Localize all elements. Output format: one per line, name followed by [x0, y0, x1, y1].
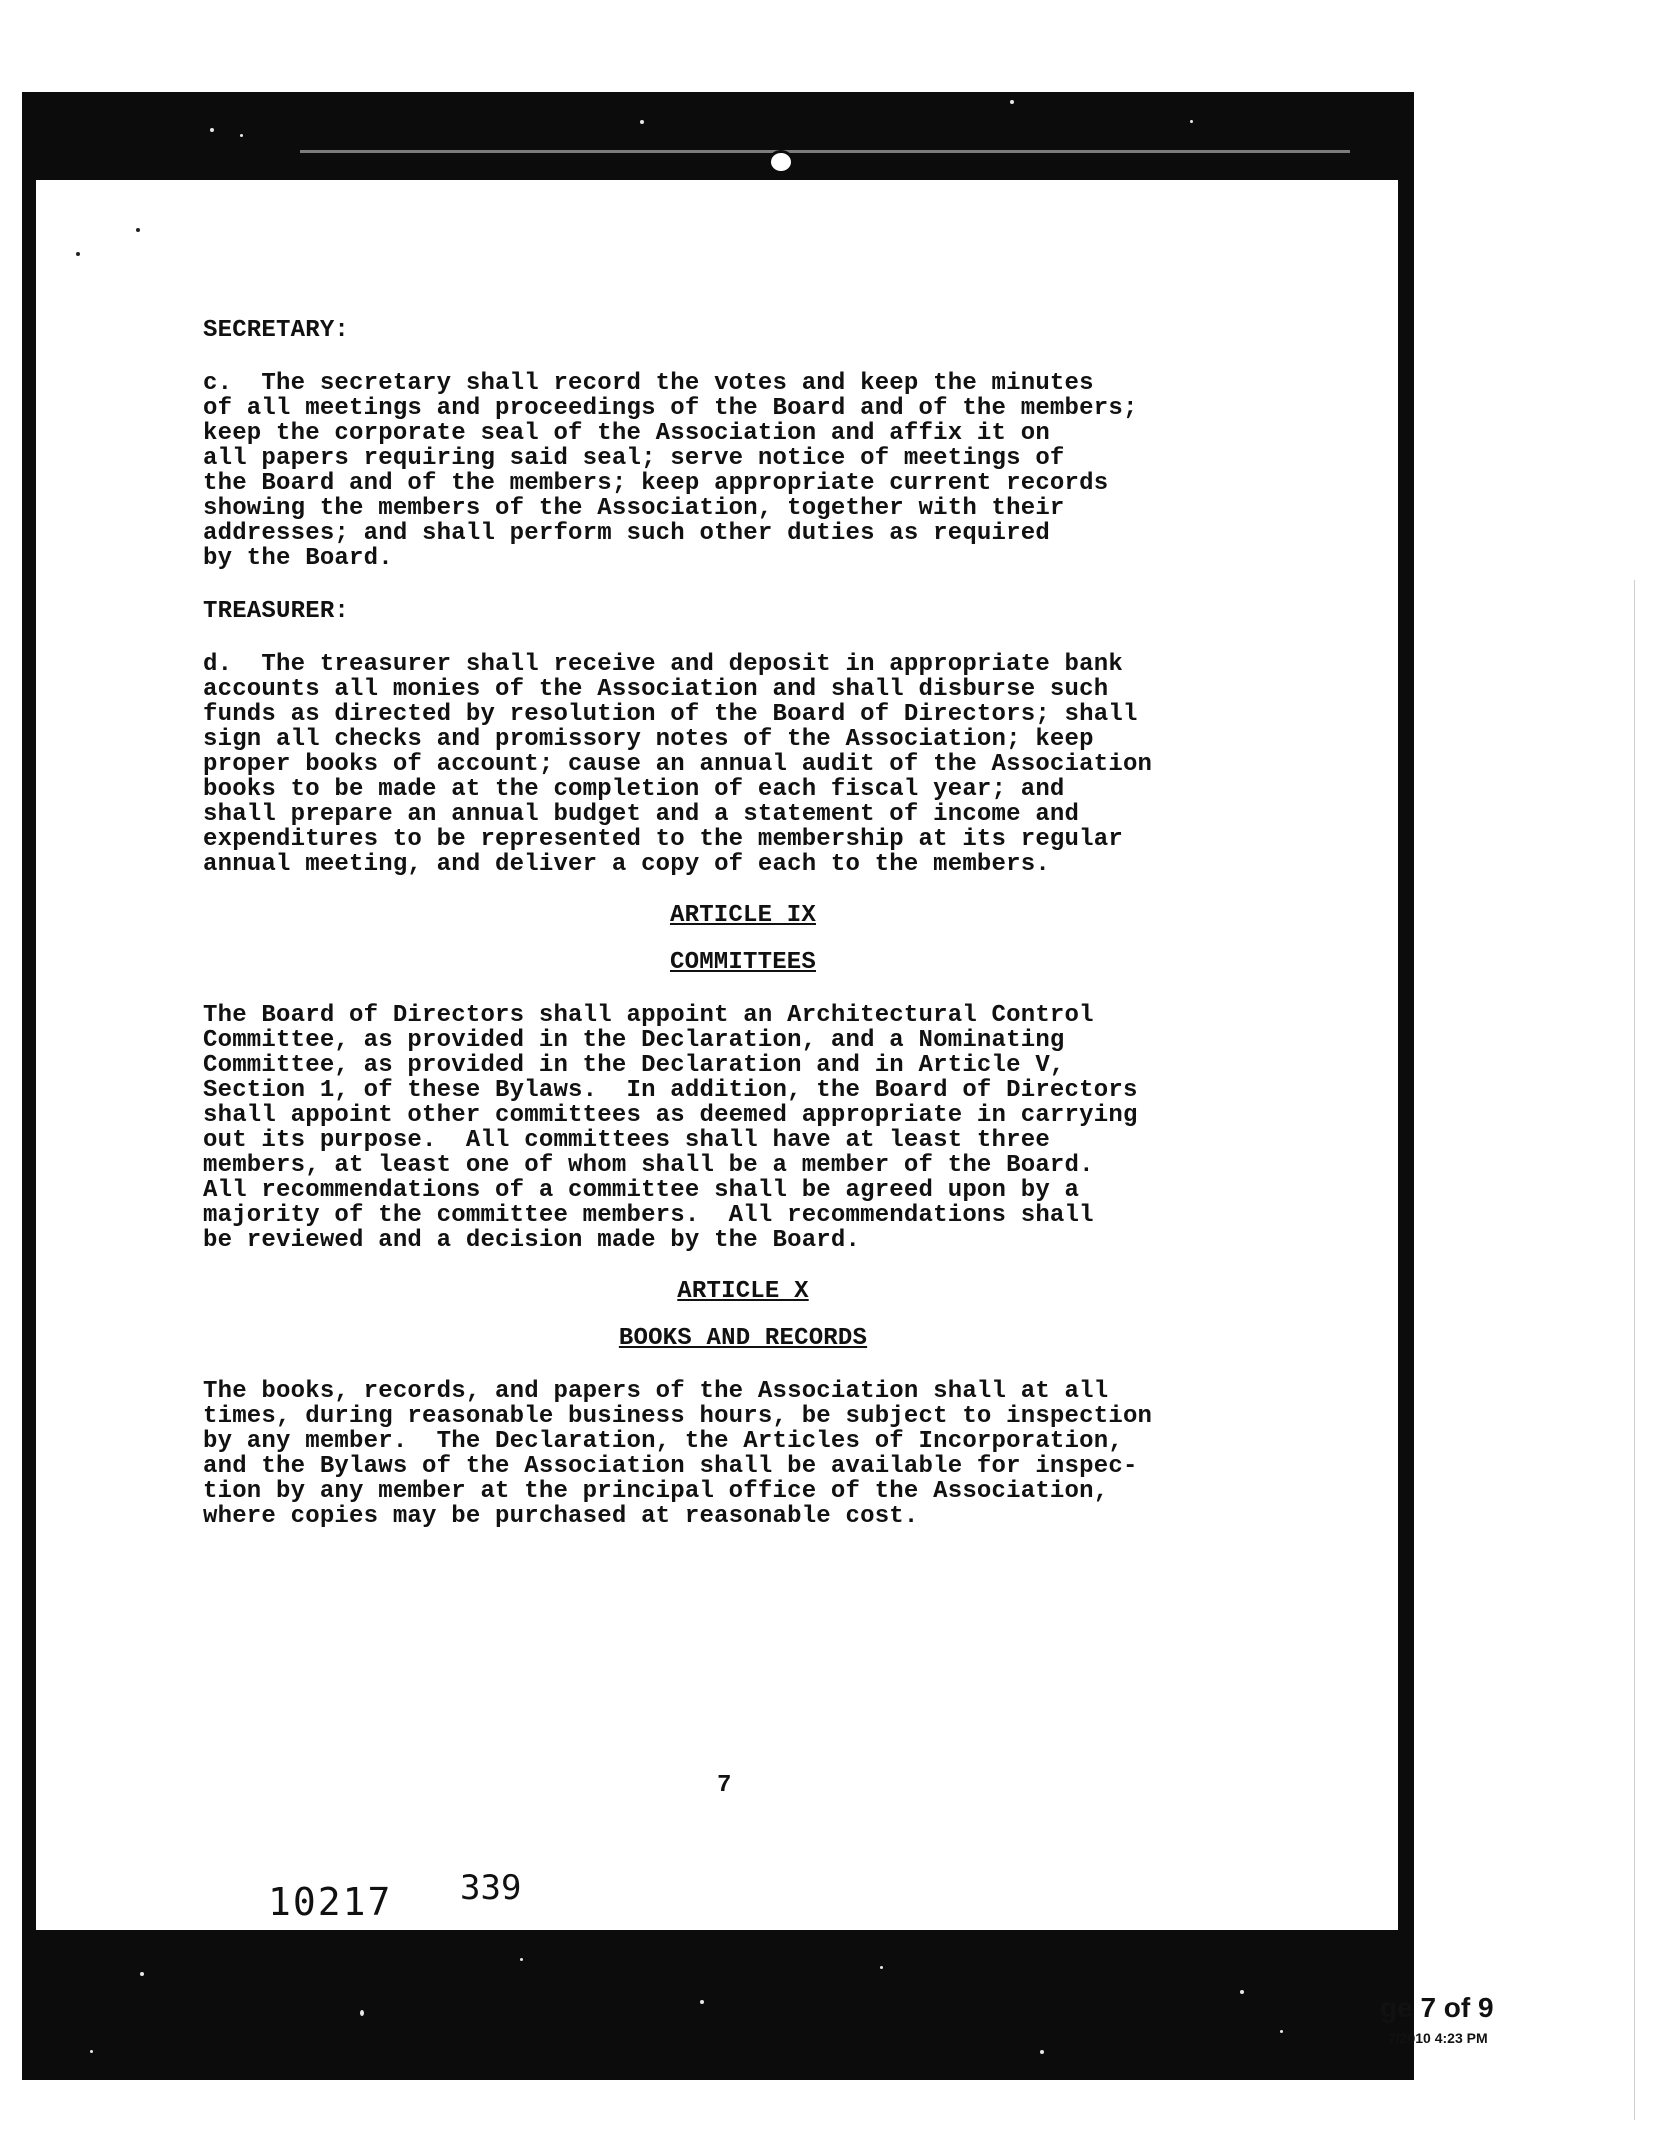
scan-frame-bottom — [22, 1930, 1414, 2080]
scan-speck — [360, 2010, 364, 2016]
treasurer-heading: TREASURER: — [203, 598, 350, 625]
scan-speck — [140, 1972, 144, 1976]
recording-page-number: 339 — [460, 1868, 522, 1908]
scan-edge-line — [1634, 580, 1635, 2120]
scan-speck — [640, 120, 644, 124]
books-records-paragraph: The books, records, and papers of the Association shall at all times, during reasonable business hours, be subject to inspection by any member. The Declaration, the Articles of Incorporation, and the Bylaws of the Association shall be available for inspec- tion by any member at the principal office of the Association, where copies may be purchased at reasonable cost. — [203, 1378, 1153, 1530]
scan-frame-right — [1398, 92, 1414, 2080]
scan-speck — [880, 1966, 883, 1969]
article-x-subtitle: BOOKS AND RECORDS — [618, 1325, 868, 1352]
article-ix-subtitle: COMMITTEES — [669, 949, 817, 976]
punch-hole — [768, 150, 794, 174]
scan-speck — [136, 228, 140, 232]
secretary-paragraph: c. The secretary shall record the votes and keep the minutes of all meetings and proceedings of the Board and of the members; keep the corporate seal of the Association and affix it on all papers requiring said seal; serve notice of meetings of the Board and of the members; keep appropriate current records showing the members of the Association, together with their addresses; and shall perform such other duties as required by the Board. — [203, 370, 1138, 572]
viewer-timestamp: 7/2010 4:23 PM — [1388, 2030, 1488, 2046]
scan-speck — [1010, 100, 1014, 104]
scan-artifact-line — [300, 150, 1350, 153]
scan-speck — [1190, 120, 1193, 123]
scan-speck — [1280, 2030, 1283, 2033]
scan-speck — [76, 252, 80, 256]
scan-speck — [240, 134, 243, 137]
secretary-heading: SECRETARY: — [203, 317, 350, 344]
scan-speck — [1040, 2050, 1044, 2054]
viewer-page-indicator: ge 7 of 9 — [1380, 1992, 1494, 2023]
committees-paragraph: The Board of Directors shall appoint an Architectural Control Committee, as provided in the Declaration, and a Nominating Committee, as provided in the Declaration and in Article V, Section 1, of these Bylaws. In addition, the Board of Directors shall appoint other committees as deemed appropriate in carrying out its purpose. All committees shall have at least three members, at least one of whom shall be a member of the Board. All recommendations of a committee shall be agreed upon by a majority of the committee members. All recommendations shall be reviewed and a decision made by the Board. — [203, 1002, 1138, 1254]
article-x-title: ARTICLE X — [677, 1278, 809, 1305]
scan-frame-left — [22, 92, 36, 2080]
document-body — [203, 318, 1263, 1529]
treasurer-paragraph: d. The treasurer shall receive and deposit in appropriate bank accounts all monies of the Association and shall disburse such funds as directed by resolution of the Board of Directors; shall sign all checks and promissory notes of the Association; keep proper books of account; cause an annual audit of the Association books to be made at the completion of each fiscal year; and shall prepare an annual budget and a statement of income and expenditures to be represented to the membership at its regular annual meeting, and deliver a copy of each to the members. — [203, 651, 1153, 878]
article-ix-title: ARTICLE IX — [669, 902, 817, 929]
scan-frame-top — [22, 92, 1414, 180]
scan-speck — [700, 2000, 704, 2004]
page-number: 7 — [717, 1772, 732, 1799]
scan-speck — [90, 2050, 93, 2053]
recording-book-number: 10217 — [268, 1880, 393, 1924]
scan-speck — [520, 1958, 523, 1961]
scan-speck — [1240, 1990, 1244, 1994]
scan-speck — [210, 128, 214, 132]
